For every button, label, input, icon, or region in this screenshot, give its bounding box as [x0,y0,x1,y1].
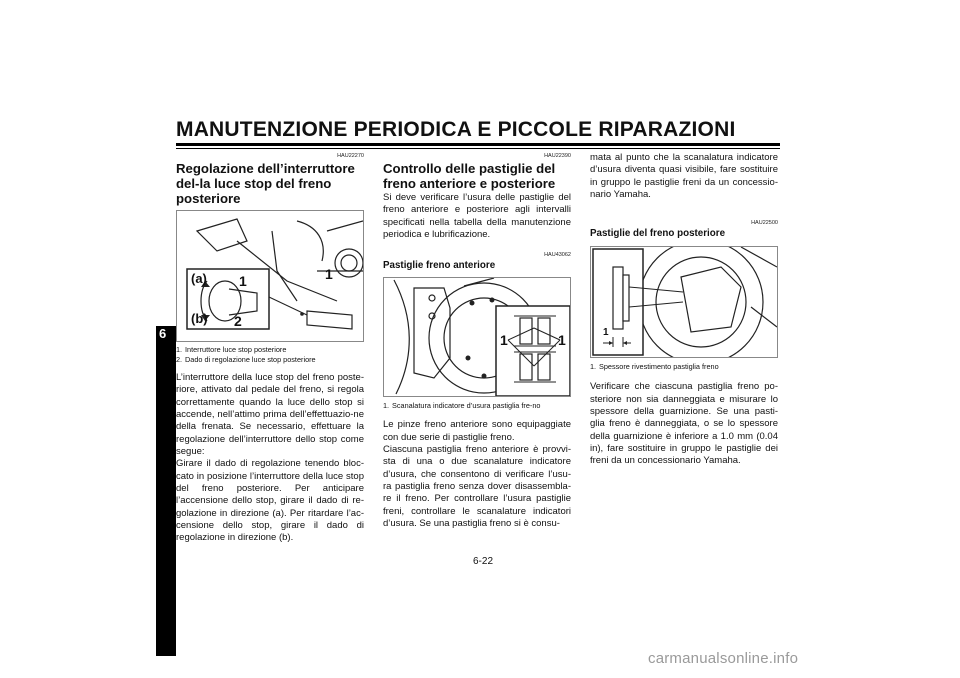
front-brake-illustration [384,278,570,396]
subsection-heading: Pastiglie freno anteriore [383,260,496,272]
subsection-heading: Pastiglie del freno posteriore [590,228,726,240]
body-text: L’interruttore della luce stop del freno poste-riore, attivato dal pedale del freno, si regola correttamente quando la luce dello stop si accende, nell’attimo prima dell’effettuazio-ne della frenata. Se necessario, effettuare la regolazione dell’interruttore dello stop come segue: [176,372,364,458]
caption-2: 2. Dado di regolazione luce stop posteriore [176,355,316,364]
footer-watermark[interactable]: carmanualsonline.info [648,650,799,667]
figure-front-brake-pads [383,277,571,397]
subsection-code: HAU43062 [544,252,571,259]
caption-1: 1. Scanalatura indicatore d’usura pastiglia fre-no [383,401,541,411]
caption-1: 1. Spessore rivestimento pastiglia freno [590,362,719,372]
rear-brake-illustration [591,247,777,357]
body-text: Verificare che ciascuna pastiglia freno po-steriore non sia danneggiata e misurare lo spessore della guarnizione. Se una pasti-glia freno è danneggiata, o se lo spessore della guarnizione è inferiore a 1.0 mm (0.04 in), fare sostituire in gruppo le pastiglie dei freni da un concessionario Yamaha. [590,381,778,467]
label-1-left: 1 [500,332,508,349]
section-code: HAU22270 [337,153,364,159]
header-rule-thin [176,148,780,149]
section-heading: Regolazione dell’interruttore del-la luce stop del freno posteriore [176,161,355,206]
continued-text: mata al punto che la scanalatura indicatore d’usura diventa quasi visibile, fare sostituire in gruppo le pastiglie freni da un concessio-nario Yamaha. [590,152,778,201]
body-text-2: Ciascuna pastiglia freno anteriore è provvi-sta di una o due scanalature indicatore d’usura, che consentono di verificare l’usu-ra pastiglia freno senza dover disassembla-re il freno. Per controllare l’usura pastiglie freni, controllare le scanalature indicatori d’usura. Se una pastiglia freno si è consu- [383,444,571,530]
body-text: Le pinze freno anteriore sono equipaggiate con due serie di pastiglie freno. [383,419,571,443]
page-number: 6-22 [472,556,493,567]
figure-brake-light-switch [176,210,364,342]
subsection-code: HAU22500 [751,220,778,227]
label-b: (b) [191,311,208,326]
column-brake-pads [383,152,571,530]
section-heading: Controllo delle pastiglie del freno anteriore e posteriore [383,161,556,191]
header-rule [176,143,780,146]
label-1-right: 1 [558,332,566,349]
caption-1: 1. Interruttore luce stop posteriore [176,345,287,354]
chapter-tab [156,326,176,656]
column-rear-brake-pads [590,152,778,468]
figure-rear-brake-pads [590,246,778,358]
page-title: MANUTENZIONE PERIODICA E PICCOLE RIPARAZIONI [176,118,736,141]
label-1-main: 1 [325,266,333,282]
label-2-inset: 2 [234,313,242,329]
label-a: (a) [191,271,207,286]
column-brake-light-switch [176,152,364,545]
chapter-number: 6 [159,326,167,341]
label-1-inset: 1 [239,273,247,289]
section-code: HAU22390 [544,153,571,159]
body-text-2: Girare il dado di regolazione tenendo bloc-cato in posizione l’interruttore della luce stop del freno posteriore. Per anticipare l’accensione dello stop, girare il dado di re-golazione in direzione (a). Per ritardare l’ac-censione dello stop, girare il dado di regolazione in direzione (b). [176,458,364,544]
intro-text: Si deve verificare l’usura delle pastiglie del freno anteriore e posteriore agli intervalli specificati nella tabella della manutenzione periodica e lubrificazione. [383,192,571,241]
label-1: 1 [603,327,609,339]
